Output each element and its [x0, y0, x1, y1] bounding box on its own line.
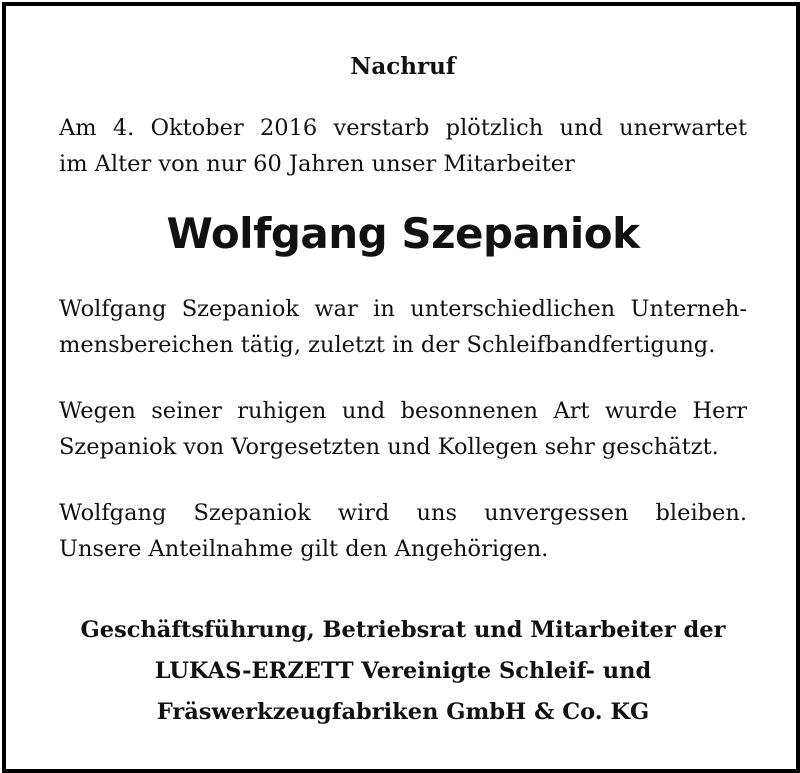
- intro-line-2: im Alter von nur 60 Jahren unser Mitarbeiter: [59, 151, 575, 177]
- deceased-name: Wolfgang Szepaniok: [166, 209, 640, 258]
- signature-line-3: Fräswerkzeugfabriken GmbH & Co. KG: [156, 699, 650, 725]
- remembrance-line-2: Unsere Anteilnahme gilt den Angehörigen.: [59, 536, 549, 562]
- signature-line-1: Geschäftsführung, Betriebsrat und Mitarbeiter der: [80, 617, 726, 643]
- career-line-2: mensbereichen tätig, zuletzt in der Schleifbandfertigung.: [59, 332, 716, 358]
- character-paragraph: [59, 393, 747, 465]
- character-line-2: Szepaniok von Vorgesetzten und Kollegen sehr geschätzt.: [59, 434, 719, 460]
- intro-paragraph: [59, 110, 747, 182]
- remembrance-paragraph: [59, 495, 747, 567]
- obituary-frame: [2, 2, 800, 773]
- obituary-heading: Nachruf: [350, 53, 456, 80]
- career-line-1: Wolfgang Szepaniok war in unterschiedlichen Unterneh-: [59, 296, 747, 322]
- signature-block: [59, 610, 747, 733]
- signature-line-2: LUKAS-ERZETT Vereinigte Schleif- und: [154, 658, 652, 684]
- character-line-1: Wegen seiner ruhigen und besonnenen Art wurde Herr: [59, 398, 747, 424]
- remembrance-line-1: Wolfgang Szepaniok wird uns unvergessen bleiben.: [59, 500, 747, 526]
- career-paragraph: [59, 291, 747, 363]
- intro-line-1: Am 4. Oktober 2016 verstarb plötzlich und unerwartet: [59, 115, 747, 141]
